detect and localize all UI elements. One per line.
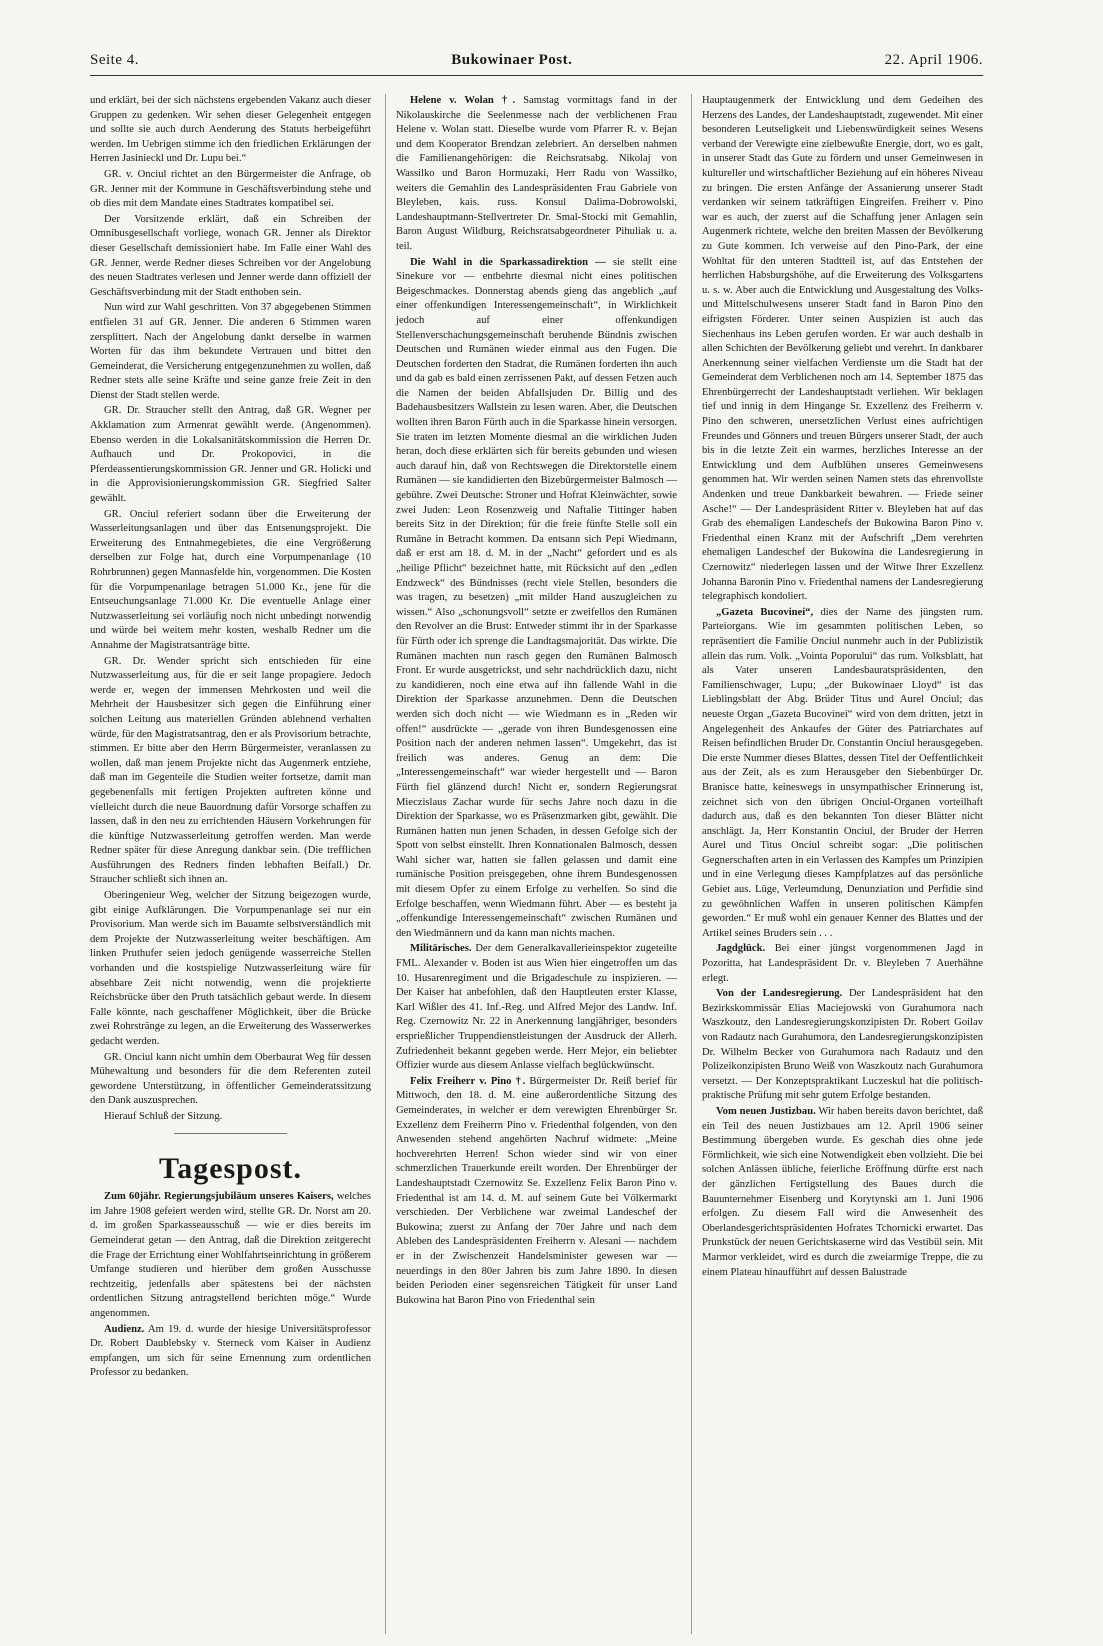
paragraph: GR. Onciul referiert sodann über die Erweiterung der Wasserleitungsanlagen und über das Entsenungsprojekt. Die Erweiterung des Entnahmegebietes, die eine Vergrößerung derselben zur Folge hat, durch eine Vorpumpenanlage (10 Rohrbrunnen) gegen Mannasfelde hin, vorgenommen. Die Kosten für die Vorpumpenanlage betragen 51.000 Kr., jene für die Entseuchungsanlage 71.000 Kr. Die eventuelle Anlage einer Nutzwasserleitung sei vorläufig noch nicht unbedingt notwendig und würde bei weitem mehr kosten, weshalb Redner um die Annahme der Magistratsanträge bitte.: [90, 508, 371, 651]
issue-date: 22. April 1906.: [884, 52, 983, 68]
column-2: [385, 94, 677, 1634]
article-headline: Felix Freiherr v. Pino †.: [410, 1075, 526, 1087]
paragraph: Nun wird zur Wahl geschritten. Von 37 abgegebenen Stimmen entfielen 31 auf GR. Jenner. Die anderen 6 Stimmen waren zersplittert. Nach der Angelobung dankt derselbe in warmen Worten für das ihm bekundete Vertrauen und bittet den Gemeinderat, die Versicherung entgegenzunehmen zu wollen, daß Redner stets alle seine Kräfte und seine ganze freie Zeit in den Dienst der Stadt stellen werde.: [90, 302, 371, 401]
divider: [174, 1133, 286, 1134]
paragraph: Hierauf Schluß der Sitzung.: [104, 1110, 223, 1122]
columns: [90, 94, 983, 1634]
article-headline: Von der Landesregierung.: [716, 988, 843, 1000]
article-headline: Die Wahl in die Sparkassadirektion —: [410, 256, 606, 268]
article-headline: Audienz.: [104, 1323, 145, 1335]
article-body: Wir haben bereits davon berichtet, daß ein Teil des neuen Justizbaues am 12. April 1906 seiner Bestimmung übergeben wurde. Es geschah dies ohne jede Förmlichkeit, wie sich eine Notwendigkeit eben vollzieht. Die bei solchen Anlässen übliche, feierliche Eröffnung dürfte erst nach der gänzlichen Fertigstellung des Baues durch die Bauunternehmer Eisenberg und Korytynski am 1. Juni 1906 erfolgen. Zu diesem Fall wird die Anwesenheit des Oberlandesgerichtspräsidenten Hofrates Tchornicki erwartet. Das Prunkstück der neuen Gerichtskaserne wird das Vestibül sein. Mit Marmor verkleidet, wird es durch die zweiarmige Treppe, die zu einem Plateau hinaufführt auf dessen Balustrade: [702, 1105, 983, 1278]
article-headline: „Gazeta Bucovinei“,: [716, 606, 814, 618]
article-headline: Jagdglück.: [716, 943, 766, 955]
article-body: Bei einer jüngst vorgenommenen Jagd in Pozoritta, hat Landespräsident Dr. v. Bleyleben 7 Auerhähne erlegt.: [702, 943, 983, 984]
page-number: Seite 4.: [90, 52, 139, 68]
masthead: Bukowinaer Post.: [451, 52, 573, 68]
article-body: Am 19. d. wurde der hiesige Universitätsprofessor Dr. Robert Daublebsky v. Sterneck vom Kaiser in Audienz empfangen, um sich für seine Ernennung zum ordentlichen Professor zu bedanken.: [90, 1323, 371, 1379]
paragraph: Der Vorsitzende erklärt, daß ein Schreiben der Omnibusgesellschaft vorliege, wonach GR. Jenner als Direktor dieser Gesellschaft demissioniert habe. Im Falle einer Wahl des GR. Jenner, werde Redner dieses Schreiben vor der Angelobung des neuen Stadtrates verlesen und Jenner werde dann offiziell der Geschäftsverbindung mit der Stadt enthoben sein.: [90, 213, 371, 298]
section-title: Tagespost.: [158, 1151, 303, 1185]
article-body: Bürgermeister Dr. Reiß berief für Mittwoch, den 18. d. M. eine außerordentliche Sitzung des Gemeinderates, in welcher er dem verewigten Ehrenbürger Sr. Exzellenz dem Freiherrn Pino v. Friedenthal folgenden, von den Anwesenden stehend angehörten Nachruf widmete: „Meine hochverehrten Herren! Schon wieder sind wir von einer schmerzlichen Trauerkunde ereilt worden. Der Ehrenbürger der Landeshauptstadt Czernowitz Se. Exzellenz Felix Baron Pino v. Friedenthal ist am 14. d. M. auf seinem Gute bei Völkermarkt verschieden. Der Verblichene war zweimal Landeschef der Bukowina; zuerst zu Anfang der 70er Jahre und nach dem Ableben des Landespräsidenten Freiherrn v. Alesani — nachdem er in der Zwischenzeit Handelsminister gewesen war — neuerdings in den 80er Jahren bis zum Jahre 1890. In diesen beiden Perioden einer segensreichen Tätigkeit für unser Land Bukowina hat Baron Pino von Friedenthal sein: [396, 1075, 677, 1306]
column-3: [691, 94, 983, 1634]
paragraph: GR. Dr. Straucher stellt den Antrag, daß GR. Wegner per Akklamation zum Armenrat gewählt werde. (Angenommen). Ebenso werden in die Lokalsanitätskommission die Herren Dr. Aufhauch und Dr. Prokopovici, in die Pferdeassentierungskommission GR. Jenner und GR. Holicki und in die Approvisionierungskommission GR. Siegfried Salter gewählt.: [90, 405, 371, 505]
column-1: [90, 94, 371, 1634]
paragraph: Oberingenieur Weg, welcher der Sitzung beigezogen wurde, gibt einige Aufklärungen. Die Vorpumpenanlage sei nur ein Provisorium. Man werde sich im Bauamte selbstverständlich mit dem Projekte der Nutzwasserleitung weiter beschäftigen. Am linken Pruthufer seien jedoch genügende wasserreiche Stellen vorhanden und die kostspielige Nutzwasserleitung wäre für absehbare Zeit nicht notwendig, wenn die projektierte Reichsbrücke über den Pruth tatsächlich gebaut werde. In diesem Falle könnte, nach geschaffener Möglichkeit, über die Brücke zwei Rohrstränge zu legen, an die Erweiterung des Wasserwerkes gedacht werden.: [90, 890, 371, 1047]
paragraph: GR. v. Onciul richtet an den Bürgermeister die Anfrage, ob GR. Jenner mit der Kommune in Geschäftsverbindung stehe und ob dies mit dem Mandate eines Stadtrates kompatibel sei.: [90, 168, 371, 210]
article-headline: Vom neuen Justizbau.: [716, 1105, 816, 1117]
article-body: Der dem Generalkavallerieinspektor zugeteilte FML. Alexander v. Boden ist aus Wien hier eingetroffen um das 10. Husarenregiment und die Brigadeschule zu inspizieren. — Der Kaiser hat anbefohlen, daß den Hauptleuten erster Klasse, Karl Wißler des 41. Inf.-Reg. und Alfred Mejor des Landw. Inf. Reg. Czernowitz Nr. 22 in Anerkennung langjähriger, besonders ersprießlicher Truppendienstleistungen der Ausdruck der Allerh. Zufriedenheit bekannt gegeben werde. Herr Mejor, ein beliebter Offizier wurde aus diesem Anlasse vielfach beglückwünscht.: [396, 943, 677, 1072]
article-headline: Zum 60jähr. Regierungsjubiläum unseres Kaisers,: [104, 1191, 334, 1203]
article-body: dies der Name des jüngsten rum. Parteiorgans. Wie im gesammten politischen Leben, so repräsentiert die Familie Onciul nunmehr auch in der Publizistik allein das rum. Volk. „Vointa Poporului“ das rum. Volksblatt, hat als Vater unseren Landesbauratspräsidenten, den Familienschwager, Lupu; „der Bukowinaer Lloyd“ ist das Lieblingsblatt der Abg. Brüder Titus und Aurel Onciul; das neueste Organ „Gazeta Bucovinei“ wird von dem dritten, jetzt in Angelegenheit des Ankaufes der Güter des Patriarchates auf Reisen befindlichen Bruder Dr. Constantin Onciul herausgegeben. Die erste Nummer dieses Blattes, dessen Titel der Oeffentlichkeit aus der Zeit, als es zum Herausgeber den Siebenbürger Dr. Branisce hatte, keineswegs in unsympathischer Erinnerung ist, zeichnet sich von den übrigen Onciul-Organen vorteilhaft dadurch aus, daß es den bekannten Ton dieser Blätter nicht anschlägt. Ja, Herr Konstantin Onciul, der Bruder der Herren Aurel und Titus Onciul schreibt sogar: „Die politischen Gegnerschaften arten in ein Verlassen des Kampfes um Prinzipien und in eine Verlegung dieses Kampfplatzes auf das persönliche Gebiet aus. Lüge, Verleumdung, Denunziation und Perfidie sind zu gewöhnlichen Waffen in unseren politischen Kämpfen geworden.“ Er muß wohl ein genauer Kenner des Blattes und der Artikel seines Bruders sein . . .: [702, 606, 983, 939]
article-body: welches im Jahre 1908 gefeiert werden wird, stellte GR. Dr. Norst am 20. d. im großen Sparkasseausschuß — wie er dies bereits im Gemeinderat getan — den Antrag, daß die Direktion zeitgerecht die Frage der Errichtung einer Wohlfahrtseinrichtung in größerem Umfange studieren und hierüber dem großen Ausschusse rechtzeitig, jedenfalls aber spätestens bei der nächsten ordentlichen Sitzung antragstellend berichten möge.“ Wurde angenommen.: [90, 1191, 371, 1319]
paragraph: GR. Onciul kann nicht umhin dem Oberbaurat Weg für dessen Mühewaltung und besonders für die dem Referenten zuteil gewordene Unterstützung, in öffentlicher Gemeinderatssitzung den Dank auszusprechen.: [90, 1051, 371, 1107]
page-header: [90, 52, 983, 76]
article-body: Der Landespräsident hat den Bezirkskommissär Elias Maciejowski von Gurahumora nach Waszkoutz, den Landesregierungskonzipisten Dr. Robert Goilav von Radautz nach Gurahumora, den Landesregierungskonzipisten Dr. Wilhelm Becker von Gurahumora nach Radautz und den Polizeikonzipisten Bruno Weiß von Waszkoutz nach Gurahumora versetzt. — Der Konzeptspraktikant Luczeskul hat die politisch-praktische Prüfung mit sehr gutem Erfolge bestanden.: [702, 988, 983, 1102]
paragraph: GR. Dr. Wender spricht sich entschieden für eine Nutzwasserleitung aus, für die er seit lange propagiere. Jedoch werde er, wegen der immensen Mehrkosten und weil die Mehrheit der Hausbesitzer sich gegen die Einführung einer solchen Leitung aus materiellen Gründen ablehnend verhalten würde, für den Magistratsantrag, den er als Provisorium betrachte, stimmen. Er bitte aber den Herrn Bürgermeister, veranlassen zu wollen, daß man jenem Projekte nicht das Augenmerk entziehe, daß man im Gegenteile die Studien weiter fortsetze, damit man gegebenenfalls mit fertigen Projekten auftreten könne und vielleicht durch die neue Bauordnung dafür Vorsorge schaffen zu lassen, daß in den neu zu errichtenden Häusern Vorkehrungen für die künftige Nutzwasserleitung getroffen werden. Man werde Redner später für diese Anregung dankbar sein. (Die trefflichen Ausführungen des Redners finden lebhaften Beifall.) Dr. Straucher schließt sich ihnen an.: [90, 655, 371, 886]
paragraph: und erklärt, bei der sich nächstens ergebenden Vakanz auch dieser Gruppen zu gedenken. Wir sehen dieser Gelegenheit entgegen und sollte sie auch durch Aenderung des Statuts herbeigeführt werden. Im Uebrigen stimme ich den friedlichen Erklärungen der Herren Jasinieckl und Dr. Lupu bei.“: [90, 95, 371, 165]
article-body: Samstag vormittags fand in der Nikolauskirche die Seelenmesse nach der verblichenen Frau Helene v. Wolan statt. Dieselbe wurde vom Pfarrer R. v. Bejan und dem Kooperator Brendzan zelebriert. An derselben nahmen die Familienangehörigen: die Reichsratsabg. Nikolaj von Wassilko und Baron Hormuzaki, Herr Radu von Wassilko, weiters die Gemahlin des Landespräsidenten Frau Gabriele von Bleyleben, kais. russ. Konsul Dalima-Dobrowolski, Landeshauptmann-Stellvertreter Dr. Smal-Stocki mit Gemahlin, Baron August Wildburg, Reichsratsabgeordneter Pihuliak u. a. teil.: [396, 95, 677, 252]
article-body: sie stellt eine Sinekure vor — entbehrte diesmal nicht eines politischen Beigeschmackes. Donnerstag abends gieng das angeblich „auf einer offenkundigen Interessengemeinschaft“, in Wirklichkeit jedoch auf einer offenkundigen Stellenverschachungsgemeinschaft beruhende Bündnis zwischen Deutschen und Rumänen wieder einmal aus den Fugen. Die Deutschen forderten den Stadrat, die Rumänen forderten ihn auch und da gab es bald einen zerrissenen Pakt, auf dessen Fetzen auch die Namen der beiden Abfallsjuden Dr. Billig und des Badehausbesitzers Wallstein zu lesen waren. Aber, die Deutschen wollten ihren Baron Fürth auch in die Sparkasse hinein versorgen. Sie traten im letzten Momente diesmal an die wirklichen Juden heran, doch diese erklärten sich für bereits gebunden und wiesen auch darauf hin, daß von Rechtswegen die Direktorstelle einem Rumänen — sie kandidierten den Bizebürgermeister Balmosch — gebühre. Zwei Deutsche: Stroner und Hofrat Kleinwächter, sowie zwei Juden: Leon Rosenzweig und Naftalie Tittinger haben bereits Sitz in der Direktion; für die freie fünfte Stelle soll ein Rumäne in Betracht kommen. Da entsann sich Pepi Wiedmann, daß er erst am 18. d. M. in der „Nacht“ gefordert und es als „heilige Pflicht“ bezeichnet hatte, mit Rücksicht auf den „edlen Endzweck“ des Bündnisses (recht viele Stellen, besonders die was tragen, zu besetzen) „mit milder Hand auszugleichen zu wissen.“ Also „schonungsvoll“ setzte er zweifellos den Rumänen den Revolver an die Brust: Entweder stimmt ihr in der Sparkasse für Fürth oder ich sprenge die Landtagsmajorität. Das wirkte. Die Rumänen machten nun rasch gegen den Rumänen Balmosch Front. Er wurde ausgetrickst, und sehr nachdrücklich dazu, nicht zu kandidieren, noch eine etwa auf ihn fallende Wahl in die Direktion der Sparkasse anzunehmen. Denn die Deutschen werden sich doch nicht — wie Wiedmann es in „Reden wir offen!“ ausdrückte — „gerade von ihren Bundesgenossen eine Position nach der anderen nehmen lassen“. Umgekehrt, das ist freilich was anderes. Genug an dem: Die „Interessengemeinschaft“ war wieder hergestellt und — Baron Fürth fiel glänzend durch! Nicht er, sondern Regierungsrat Mieczislaus Zachar wurde für sechs Jahre noch dazu in die Direktion der Sparkasse, wo es Präsenzmarken gibt, gewählt. Die Rumänen hatten nun jenen Schaden, in dessen Gefolge sich der Spott von selbst einstellt. Ihren Konnationalen Balmosch, dessen Wahl sicher war, hatten sie fallen gelassen und damit eine rumänische Position preisgegeben, ohne ihrem Bundesgenossen mit diesem Opfer zu einem Erfolge zu verhelfen. So sind die Erfolge beschaffen, wenn Wiedmann führt. Aber — es besteht ja „offenkundige Interessengemeinschaft“ zwischen Rumänen und den Wiedmännern und da kann man nichts machen.: [396, 256, 677, 939]
article-headline: Helene v. Wolan †.: [410, 95, 516, 106]
article-headline: Militärisches.: [410, 943, 472, 955]
paragraph: Hauptaugenmerk der Entwicklung und dem Gedeihen des Herzens des Landes, der Landeshauptstadt, zugewendet. Mit einer besonderen Leutseligkeit und Liebenswürdigkeit seines Wesens verband der Verewigte eine zielbewußte Energie, dort, wo es galt, in unserer Stadt das Gute zu fördern und unser Gemeinwesen in kultureller und wirtschaftlicher Beziehung auf ein höheres Niveau zu bringen. Die ersten Anfänge der Assanierung unserer Stadt verdanken wir seinem tatkräftigen Eingreifen. Freiherr v. Pino war es auch, der zuerst auf die Schaffung jener Anlagen sein Augenmerk richtete, welche den breiten Massen der Bevölkerung zu Gute kommen. Ich verweise auf den Pino-Park, der eine Wohltat für den unteren Stadtteil ist, auf das Entstehen der herrlichen Habsburgshöhe, auf die Erweiterung des Volksgartens u. s. w. Aber auch die Entwicklung und Ausgestaltung des Volks- und Mittelschulwesens unserer Stadt fand in Baron Pino den eifrigsten Förderer. Unter seinen Auspizien ist auch das Siechenhaus ins Leben gerufen worden. Er war auch deshalb in allen Schichten der Bevölkerung geliebt und verehrt. In dankbarer Anerkennung seiner vielfachen Verdienste um die Stadt hat der Gemeinderat dem Verblichenen noch am 14. September 1875 das Ehrenbürgerrecht der Landeshauptstadt verliehen. Wir beklagen tief und innig in dem Hingange Sr. Exzellenz des Freiherrn v. Pino den schweren, unersetzlichen Verlust eines aufrichtigen Freundes und Gönners und treuen Bürgers unserer Stadt, der auch bis in die letzte Zeit ein warmes, herzliches Interesse an der Entwicklung und dem Aufblühen unseres Gemeinwesens genommen hat. Wir werden seinen Namen stets das ehrenvollste Andenken und treue Dankbarkeit bewahren. — Friede seiner Asche!“ — Der Landespräsident Ritter v. Bleyleben hat auf das Grab des ehemaligen Landeschefs der Bukowina Baron Pino v. Friedenthal einen Kranz mit der Aufschrift „Dem verehrten ehemaligen Landeschef der Bukowina die Landesregierung in Czernowitz“ niederlegen lassen und der Witwe Ihrer Exzellenz Johanna Baronin Pino v. Friedenthal namens der Landesregierung telegraphisch kondoliert.: [702, 95, 983, 603]
